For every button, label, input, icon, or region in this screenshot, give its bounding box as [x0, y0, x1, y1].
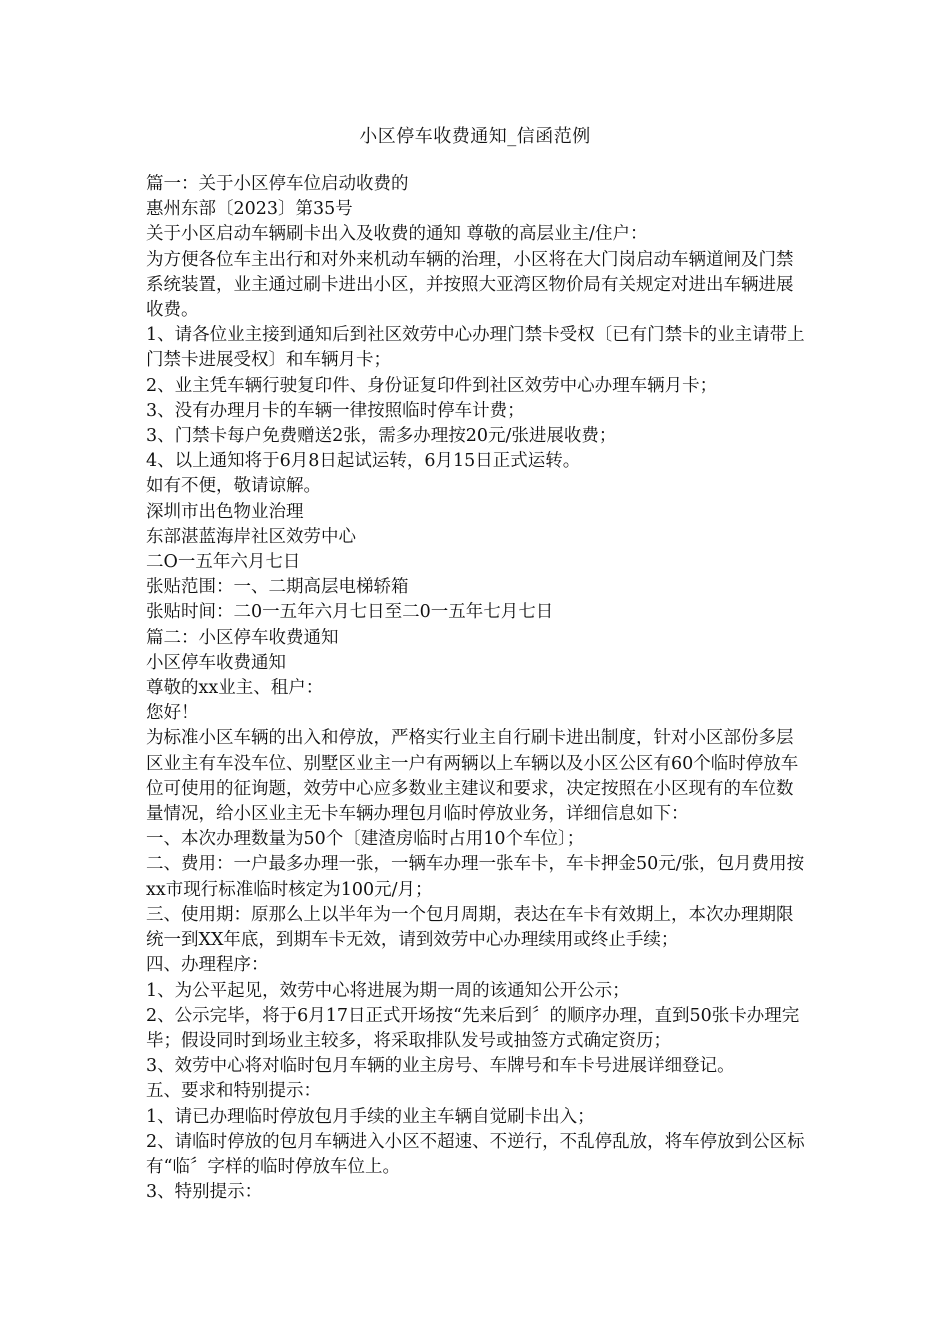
- paragraph: 一、本次办理数量为50个〔建渣房临时占用10个车位〕；: [146, 829, 585, 850]
- paragraph: 1、请各位业主接到通知后到社区效劳中心办理门禁卡受权〔已有门禁卡的业主请带上门禁卡进展受权〕和车辆月卡；: [146, 325, 805, 371]
- paragraph: 2、公示完毕，将于6月17日正式开场按“先来后到〞的顺序办理，直到50张卡办理完毕；假设同时到场业主较多，将采取排队发号或抽签方式确定资历；: [146, 1005, 800, 1051]
- paragraph: 三、使用期：原那么上以半年为一个包月周期，表达在车卡有效期上，本次办理期限统一到XX年底，到期车卡无效，请到效劳中心办理续用或终止手续；: [146, 904, 794, 951]
- paragraph: 小区停车收费通知: [146, 652, 286, 673]
- paragraph: 关于小区启动车辆刷卡出入及收费的通知 尊敬的高层业主/住户：: [146, 224, 648, 245]
- document-body: [146, 172, 808, 1205]
- paragraph: 篇二：小区停车收费通知: [146, 627, 339, 648]
- paragraph: 惠州东部〔2023〕第35号: [146, 199, 353, 220]
- paragraph: 您好！: [146, 703, 199, 724]
- paragraph: 2、业主凭车辆行驶复印件、身份证复印件到社区效劳中心办理车辆月卡；: [146, 375, 718, 396]
- paragraph: 二O一五年六月七日: [146, 552, 301, 573]
- paragraph: 张贴时间：二0一五年六月七日至二0一五年七月七日: [146, 602, 554, 623]
- paragraph: 1、为公平起见，效劳中心将进展为期一周的该通知公开公示；: [146, 980, 630, 1001]
- paragraph: 1、请已办理临时停放包月手续的业主车辆自觉刷卡出入；: [146, 1106, 595, 1127]
- paragraph: 篇一：关于小区停车位启动收费的: [146, 174, 409, 194]
- paragraph: 四、办理程序：: [146, 955, 269, 976]
- paragraph: 五、要求和特别提示：: [146, 1081, 321, 1102]
- paragraph: 张贴范围：一、二期高层电梯轿箱: [146, 577, 409, 598]
- paragraph: 2、请临时停放的包月车辆进入小区不超速、不逆行，不乱停乱放，将车停放到公区标有“临〞字样的临时停放车位上。: [146, 1131, 805, 1177]
- paragraph: 3、没有办理月卡的车辆一律按照临时停车计费；: [146, 400, 525, 421]
- paragraph: 3、门禁卡每户免费赠送2张，需多办理按20元/张进展收费；: [146, 426, 617, 447]
- paragraph: 为方便各位车主出行和对外来机动车辆的治理，小区将在大门岗启动车辆道闸及门禁系统装置，业主通过刷卡进出小区，并按照大亚湾区物价局有关规定对进出车辆进展收费。: [146, 249, 794, 321]
- paragraph: 东部湛蓝海岸社区效劳中心: [146, 526, 356, 547]
- paragraph: 3、特别提示：: [146, 1182, 263, 1203]
- paragraph: 3、效劳中心将对临时包月车辆的业主房号、车牌号和车卡号进展详细登记。: [146, 1056, 735, 1077]
- document-title-text: 小区停车收费通知_信函范例: [359, 126, 591, 147]
- paragraph: 4、以上通知将于6月8日起试运转，6月15日正式运转。: [146, 451, 581, 472]
- paragraph: 尊敬的xx业主、租户：: [146, 678, 324, 699]
- paragraph: 二、费用：一户最多办理一张，一辆车办理一张车卡，车卡押金50元/张，包月费用按xx市现行标准临时核定为100元/月；: [146, 854, 805, 900]
- paragraph: 如有不便，敬请谅解。: [146, 476, 321, 497]
- paragraph: 为标准小区车辆的出入和停放，严格实行业主自行刷卡进出制度，针对小区部份多层区业主有车没车位、别墅区业主一户有两辆以上车辆以及小区公区有60个临时停放车位可使用的征询题，效劳中心应多数业主建议和要求，决定按照在小区现有的车位数量情况，给小区业主无卡车辆办理包月临时停放业务，详细信息如下：: [146, 728, 799, 825]
- document-title: [0, 124, 950, 150]
- paragraph: 深圳市出色物业治理: [146, 501, 304, 522]
